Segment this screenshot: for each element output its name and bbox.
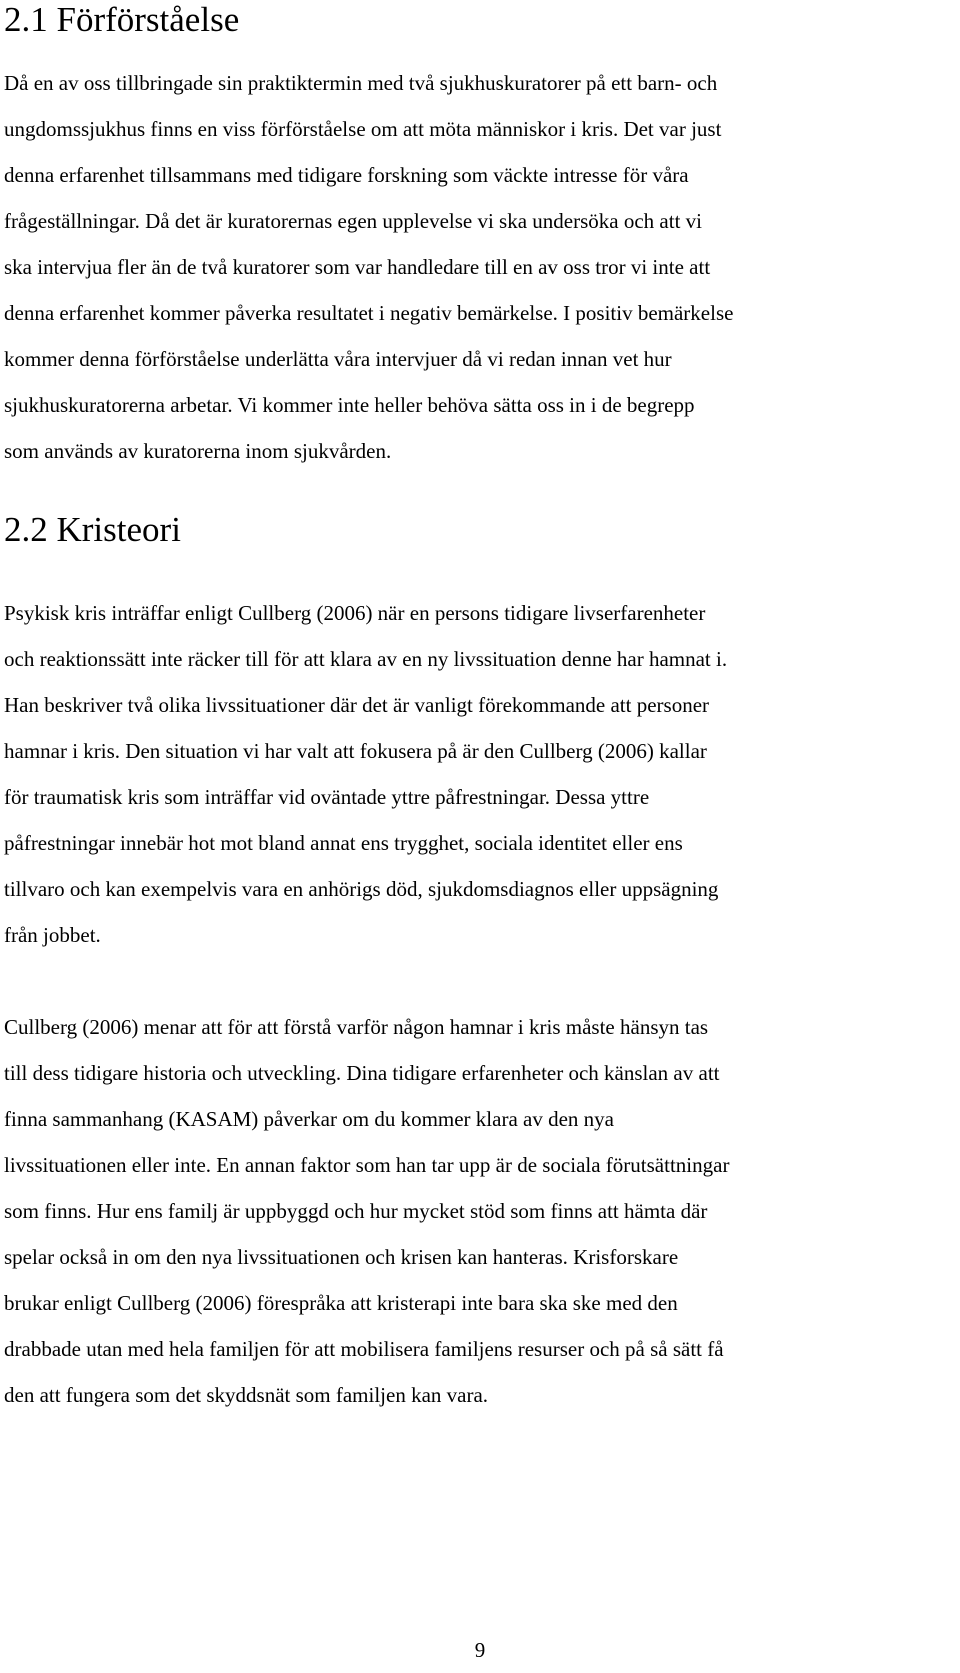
text-line: denna erfarenhet tillsammans med tidigare forskning som väckte intresse för våra <box>4 163 689 187</box>
paragraph-kristeori-2 <box>4 1004 954 1418</box>
text-line: sjukhuskuratorerna arbetar. Vi kommer inte heller behöva sätta oss in i de begrepp <box>4 393 695 417</box>
text-line: kommer denna förförståelse underlätta våra intervjuer då vi redan innan vet hur <box>4 347 672 371</box>
text-line: påfrestningar innebär hot mot bland annat ens trygghet, sociala identitet eller ens <box>4 831 683 855</box>
paragraph-forforstaelse <box>4 60 954 474</box>
text-line: finna sammanhang (KASAM) påverkar om du kommer klara av den nya <box>4 1107 614 1131</box>
text-line: till dess tidigare historia och utveckling. Dina tidigare erfarenheter och känslan av att <box>4 1061 720 1085</box>
text-line: hamnar i kris. Den situation vi har valt att fokusera på är den Cullberg (2006) kallar <box>4 739 707 763</box>
text-line: denna erfarenhet kommer påverka resultatet i negativ bemärkelse. I positiv bemärkelse <box>4 301 734 325</box>
text-line: livssituationen eller inte. En annan faktor som han tar upp är de sociala förutsättningar <box>4 1153 730 1177</box>
paragraph-kristeori-1 <box>4 590 954 958</box>
text-line: som används av kuratorerna inom sjukvården. <box>4 439 392 463</box>
text-line: ska intervjua fler än de två kuratorer som var handledare till en av oss tror vi inte att <box>4 255 711 279</box>
text-line: Då en av oss tillbringade sin praktiktermin med två sjukhuskuratorer på ett barn- och <box>4 71 718 95</box>
text-line: Han beskriver två olika livssituationer där det är vanligt förekommande att personer <box>4 693 710 717</box>
text-line: och reaktionssätt inte räcker till för att klara av en ny livssituation denne har hamnat i. <box>4 647 728 671</box>
text-line: den att fungera som det skyddsnät som familjen kan vara. <box>4 1383 489 1407</box>
text-line: för traumatisk kris som inträffar vid oväntade yttre påfrestningar. Dessa yttre <box>4 785 650 809</box>
text-line: frågeställningar. Då det är kuratorernas egen upplevelse vi ska undersöka och att vi <box>4 209 702 233</box>
text-line: från jobbet. <box>4 923 101 947</box>
text-line: spelar också in om den nya livssituationen och krisen kan hanteras. Krisforskare <box>4 1245 679 1269</box>
text-line: Psykisk kris inträffar enligt Cullberg (2006) när en persons tidigare livserfarenheter <box>4 601 706 625</box>
section-heading-forforstaelse: 2.1 Förförståelse <box>4 0 240 39</box>
text-line: ungdomssjukhus finns en viss förförståelse om att möta människor i kris. Det var just <box>4 117 722 141</box>
text-line: brukar enligt Cullberg (2006) förespråka att kristerapi inte bara ska ske med den <box>4 1291 678 1315</box>
page-number: 9 <box>474 1638 486 1662</box>
text-line: som finns. Hur ens familj är uppbyggd och hur mycket stöd som finns att hämta där <box>4 1199 708 1223</box>
text-line: Cullberg (2006) menar att för att förstå varför någon hamnar i kris måste hänsyn tas <box>4 1015 709 1039</box>
document-body <box>4 0 954 1418</box>
text-line: tillvaro och kan exempelvis vara en anhörigs död, sjukdomsdiagnos eller uppsägning <box>4 877 719 901</box>
section-heading-kristeori: 2.2 Kristeori <box>4 510 181 549</box>
text-line: drabbade utan med hela familjen för att mobilisera familjens resurser och på så sätt få <box>4 1337 724 1361</box>
